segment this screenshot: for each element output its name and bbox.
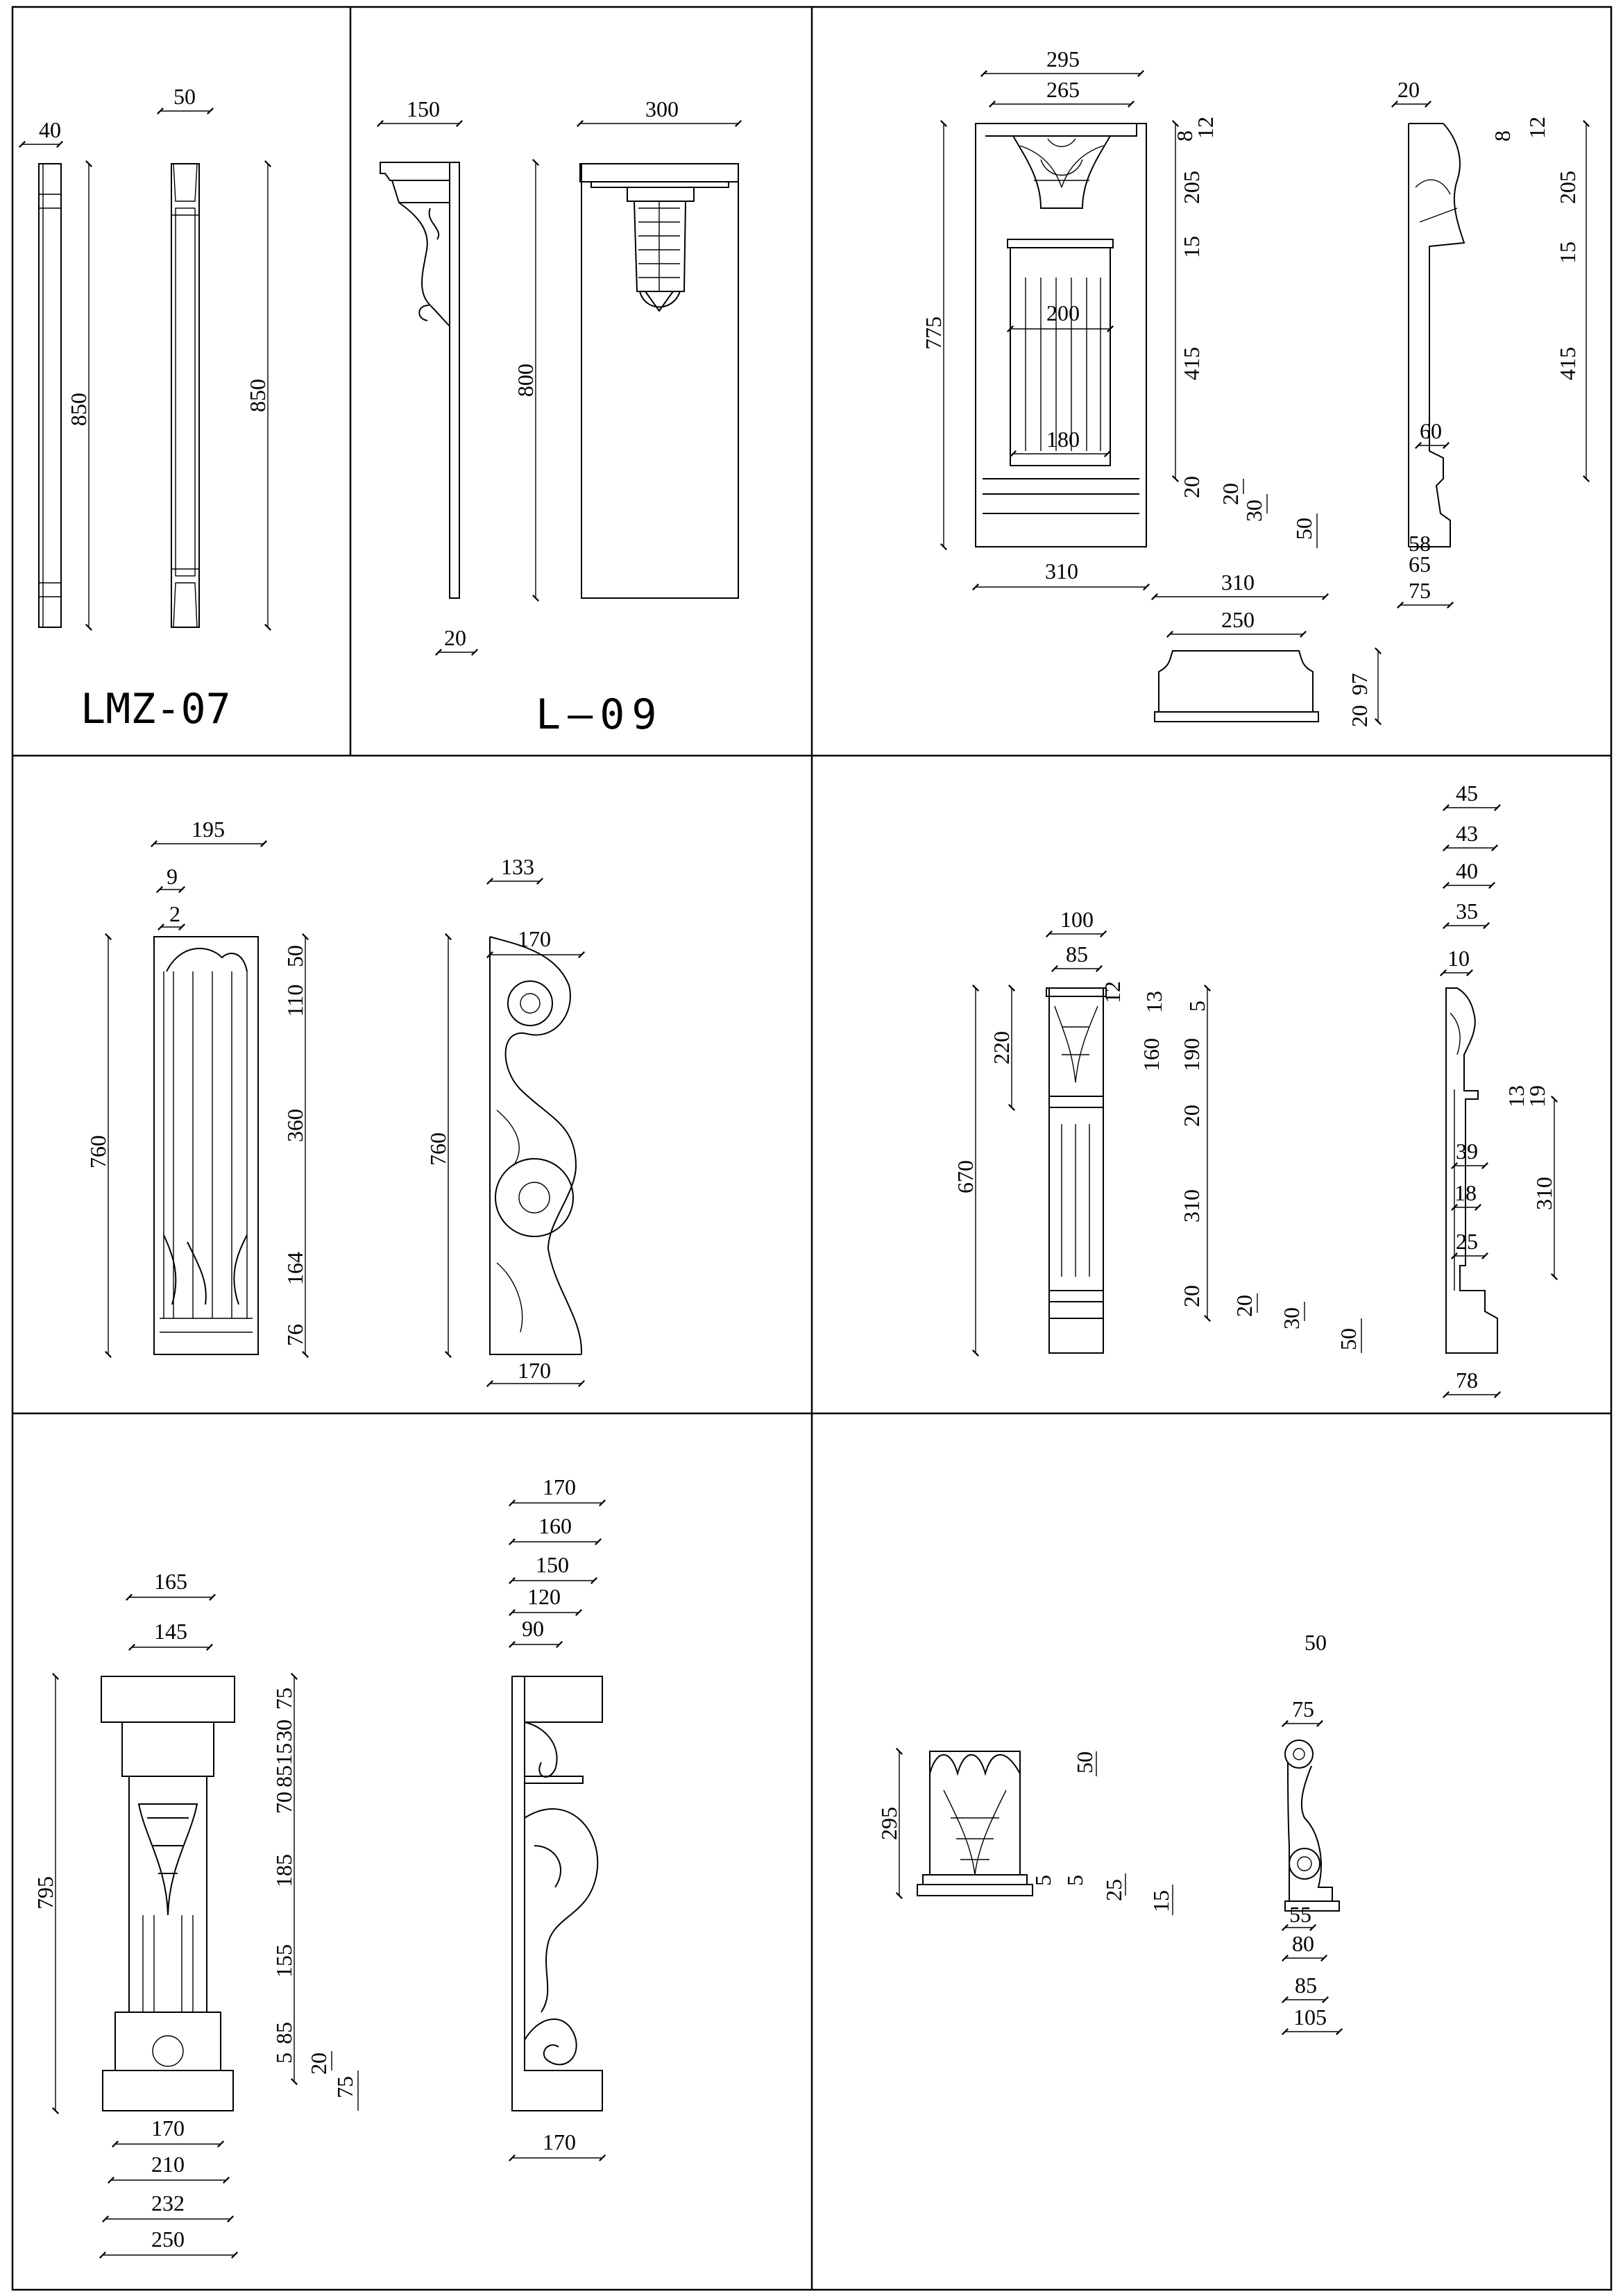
dim-s170b: 170: [543, 2129, 576, 2154]
model-caption-lmz07: LMZ-07: [80, 685, 231, 733]
dim-side-8: 8: [1490, 130, 1515, 142]
leaf-corbel-side-view: [512, 1676, 602, 2111]
dim-pp39: 39: [1456, 1139, 1478, 1164]
dim-r50: 50: [282, 945, 307, 967]
dim-side-415: 415: [1555, 347, 1580, 380]
dim-50: 50: [173, 84, 196, 109]
dim-p12: 12: [1100, 981, 1125, 1003]
panel-pilaster: [953, 781, 1556, 1395]
dim-200: 200: [1046, 300, 1080, 325]
dim-sc-295: 295: [876, 1807, 901, 1840]
pilaster-side-view: [39, 164, 61, 627]
dim-s120: 120: [527, 1584, 561, 1609]
dim-415: 415: [1179, 347, 1204, 380]
dim-r360: 360: [282, 1109, 307, 1142]
panel-scroll-corbel: [85, 817, 581, 1384]
dim-p20a: 20: [1179, 1105, 1204, 1127]
dim-pp13: 13: [1504, 1085, 1529, 1107]
dim-lc-20: 20: [306, 2052, 331, 2075]
scroll-corbel-side-view: [490, 937, 581, 1354]
dim-20: 20: [444, 625, 466, 650]
dim-s160: 160: [538, 1513, 572, 1538]
dim-b210: 210: [151, 2152, 185, 2177]
dim-pp78: 78: [1456, 1368, 1478, 1393]
small-capital-front-view: [917, 1751, 1033, 1896]
dim-20-r: 20: [1179, 476, 1204, 498]
dim-50-s: 50: [1291, 518, 1316, 540]
dim-180: 180: [1046, 427, 1080, 452]
dim-lc-75b: 75: [332, 2076, 357, 2098]
dim-lc-5: 5: [271, 2052, 296, 2064]
dim-lc-15: 15: [271, 1743, 296, 1765]
dim-base-20: 20: [1347, 705, 1372, 727]
sheet-grid: [12, 7, 1611, 2290]
pilaster-front-view: [171, 164, 199, 627]
dim-base-310: 310: [1221, 570, 1255, 595]
capital-column-side-view: [1409, 124, 1464, 547]
capital-column-front-view: [976, 124, 1146, 547]
dim-12: 12: [1193, 117, 1218, 139]
dim-pp18: 18: [1454, 1180, 1477, 1205]
dim-p35: 35: [1456, 899, 1478, 924]
dim-p190: 190: [1179, 1038, 1204, 1071]
dim-310: 310: [1045, 559, 1078, 584]
dim-lc-155: 155: [271, 1944, 296, 1978]
small-capital-side-view: [1285, 1740, 1339, 1911]
dim-b250: 250: [151, 2227, 185, 2252]
dim-p20b: 20: [1179, 1285, 1204, 1307]
dim-sc-25: 25: [1101, 1879, 1126, 1901]
panel-small-capital: [876, 1630, 1339, 2032]
dim-lc-85: 85: [271, 1765, 296, 1787]
dim-pp19: 19: [1524, 1085, 1549, 1107]
dim-133: 133: [501, 854, 534, 879]
dim-lc-70: 70: [271, 1792, 296, 1814]
dim-b232: 232: [151, 2191, 185, 2216]
dim-760-b: 760: [425, 1132, 450, 1166]
panel-capital-column: [921, 46, 1586, 727]
dim-r110: 110: [282, 984, 307, 1017]
dim-base-250: 250: [1221, 607, 1255, 632]
dim-sc-105: 105: [1293, 2005, 1327, 2030]
leaf-corbel-front-view: [101, 1676, 235, 2111]
dim-pp310: 310: [1531, 1177, 1556, 1210]
dim-9: 9: [167, 864, 178, 889]
dim-sc-55: 55: [1289, 1902, 1311, 1927]
dim-lc-185: 185: [271, 1854, 296, 1887]
dim-ps50: 50: [1336, 1328, 1361, 1350]
dim-side-75: 75: [1409, 578, 1431, 603]
dim-lc-85b: 85: [271, 2022, 296, 2044]
dim-s150: 150: [536, 1552, 569, 1577]
dim-sc-15: 15: [1148, 1890, 1173, 1912]
dim-side-20: 20: [1397, 77, 1420, 102]
dim-b170: 170: [151, 2116, 185, 2141]
model-caption-l09: L—09: [536, 690, 664, 739]
dim-sc-50: 50: [1072, 1751, 1097, 1774]
scroll-corbel-front-view: [154, 937, 258, 1354]
dim-pp25: 25: [1456, 1229, 1478, 1254]
dim-p40: 40: [1456, 858, 1478, 883]
dim-300: 300: [645, 96, 679, 121]
shelf-side-view: [380, 162, 459, 598]
dim-85: 85: [1066, 942, 1088, 967]
dim-p43: 43: [1456, 821, 1478, 846]
dim-r164: 164: [282, 1252, 307, 1285]
pilaster-front-view-2: [1046, 988, 1106, 1353]
dim-670: 670: [953, 1160, 978, 1193]
dim-side-65: 65: [1409, 552, 1431, 577]
dim-sc-5a: 5: [1030, 1875, 1055, 1886]
dim-p5: 5: [1184, 1001, 1209, 1012]
dim-150: 150: [407, 96, 440, 121]
dim-ps30: 30: [1279, 1307, 1304, 1329]
dim-15: 15: [1179, 236, 1204, 258]
dim-850-a: 850: [66, 393, 91, 426]
dim-side-205: 205: [1555, 171, 1580, 204]
dim-800: 800: [513, 364, 538, 397]
dim-p10: 10: [1447, 946, 1470, 971]
panel-lmz07: [22, 84, 270, 733]
dim-850-b: 850: [245, 379, 270, 412]
dim-760-a: 760: [85, 1135, 110, 1168]
dim-sc-top50: 50: [1305, 1630, 1327, 1655]
dim-p45: 45: [1456, 781, 1478, 806]
dim-p160: 160: [1139, 1038, 1164, 1071]
dim-side-58: 58: [1409, 531, 1431, 556]
dim-295: 295: [1046, 46, 1080, 71]
dim-base-97: 97: [1347, 673, 1372, 695]
dim-40: 40: [39, 117, 61, 142]
shelf-front-view: [580, 164, 738, 598]
dim-20-s: 20: [1218, 483, 1243, 505]
dim-lc-75: 75: [271, 1687, 296, 1710]
dim-sc-85: 85: [1295, 1973, 1317, 1998]
dim-ps20: 20: [1232, 1295, 1257, 1317]
dim-100: 100: [1060, 907, 1094, 932]
dim-775: 775: [921, 316, 946, 350]
panel-l09: [380, 96, 738, 739]
dim-795: 795: [33, 1876, 58, 1910]
dim-side-60: 60: [1420, 418, 1442, 443]
capital-column-base-view: [1155, 651, 1318, 722]
dim-205: 205: [1179, 171, 1204, 204]
dim-side-15: 15: [1555, 241, 1580, 264]
dim-265: 265: [1046, 77, 1080, 102]
panel-leaf-corbel: [33, 1474, 602, 2255]
dim-sc-5b: 5: [1062, 1875, 1087, 1886]
dim-s90: 90: [522, 1616, 544, 1641]
dim-170-bottom: 170: [518, 1358, 551, 1383]
dim-s170: 170: [543, 1474, 576, 1499]
dim-side-12: 12: [1524, 117, 1549, 139]
dim-r76: 76: [282, 1324, 307, 1346]
dim-p13: 13: [1141, 991, 1166, 1013]
dim-165: 165: [154, 1569, 187, 1594]
dim-220: 220: [989, 1031, 1014, 1064]
pilaster-side-view-2: [1446, 988, 1497, 1353]
dim-145: 145: [154, 1619, 187, 1644]
dim-195: 195: [192, 817, 225, 842]
dim-2: 2: [169, 901, 180, 926]
dim-8: 8: [1172, 130, 1197, 142]
dim-p310: 310: [1179, 1189, 1204, 1223]
dim-170-top: 170: [518, 926, 551, 951]
dim-sc-75: 75: [1292, 1697, 1314, 1721]
dim-lc-30: 30: [271, 1719, 296, 1742]
dim-30-s: 30: [1241, 500, 1266, 522]
dim-sc-80: 80: [1292, 1931, 1314, 1956]
